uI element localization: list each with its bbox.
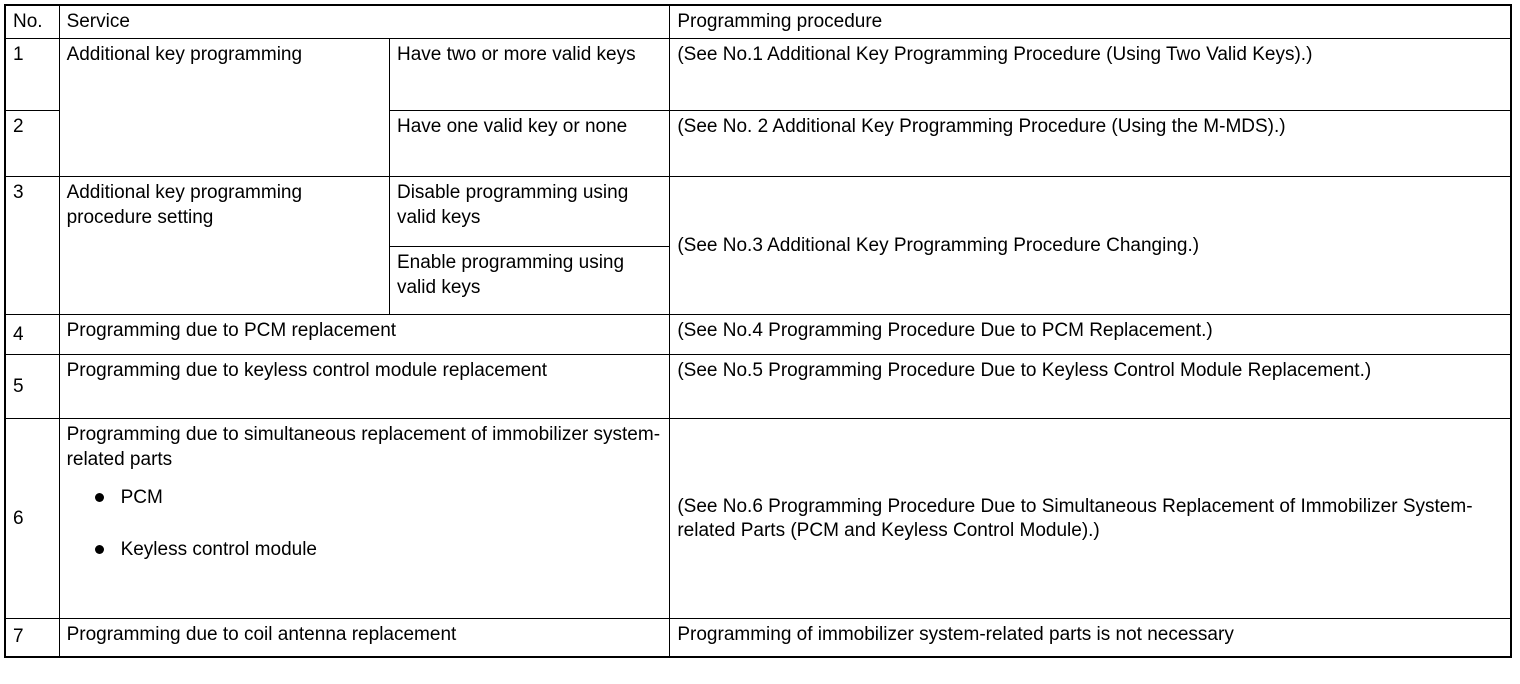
- service-name: Additional key programming: [59, 39, 389, 177]
- row-number: 2: [5, 111, 59, 177]
- list-item: [67, 486, 663, 510]
- row-number: 7: [5, 619, 59, 657]
- row-number: 6: [5, 419, 59, 619]
- service-condition: Have one valid key or none: [389, 111, 669, 177]
- procedure-reference: Programming of immobilizer system-related parts is not necessary: [670, 619, 1511, 657]
- service-condition: Have two or more valid keys: [389, 39, 669, 111]
- column-header-no: No.: [5, 5, 59, 39]
- row-number: 4: [5, 315, 59, 355]
- table-row: [5, 177, 1511, 247]
- service-name: [59, 419, 670, 619]
- list-item-label: Keyless control module: [120, 539, 317, 561]
- list-item-label: PCM: [120, 486, 163, 508]
- service-name: Programming due to PCM replacement: [59, 315, 670, 355]
- row-number: 3: [5, 177, 59, 315]
- service-parts-list: [67, 486, 663, 563]
- bullet-icon: [95, 493, 104, 502]
- procedure-reference: (See No.5 Programming Procedure Due to Keyless Control Module Replacement.): [670, 355, 1511, 419]
- service-condition: Disable programming using valid keys: [389, 177, 669, 247]
- service-condition: Enable programming using valid keys: [389, 247, 669, 315]
- row-number: 5: [5, 355, 59, 419]
- table-row: [5, 315, 1511, 355]
- list-item: [67, 538, 663, 562]
- column-header-procedure: Programming procedure: [670, 5, 1511, 39]
- table-row: [5, 619, 1511, 657]
- service-name-text: Programming due to simultaneous replacement of immobilizer system-related parts: [66, 424, 661, 470]
- procedure-reference: (See No.6 Programming Procedure Due to Simultaneous Replacement of Immobilizer System-related Parts (PCM and Keyless Control Module).): [670, 419, 1511, 619]
- table-row: [5, 355, 1511, 419]
- table-row: [5, 39, 1511, 111]
- service-name: Additional key programming procedure setting: [59, 177, 389, 315]
- column-header-service: Service: [59, 5, 670, 39]
- table-row: [5, 419, 1511, 619]
- service-name: Programming due to keyless control module replacement: [59, 355, 670, 419]
- bullet-icon: [95, 545, 104, 554]
- table-header-row: [5, 5, 1511, 39]
- service-name: Programming due to coil antenna replacement: [59, 619, 670, 657]
- procedure-reference: (See No.4 Programming Procedure Due to PCM Replacement.): [670, 315, 1511, 355]
- procedure-reference: (See No.1 Additional Key Programming Procedure (Using Two Valid Keys).): [670, 39, 1511, 111]
- procedure-reference: (See No.3 Additional Key Programming Procedure Changing.): [670, 177, 1511, 315]
- row-number: 1: [5, 39, 59, 111]
- procedure-reference: (See No. 2 Additional Key Programming Procedure (Using the M-MDS).): [670, 111, 1511, 177]
- programming-procedure-table: [4, 4, 1512, 658]
